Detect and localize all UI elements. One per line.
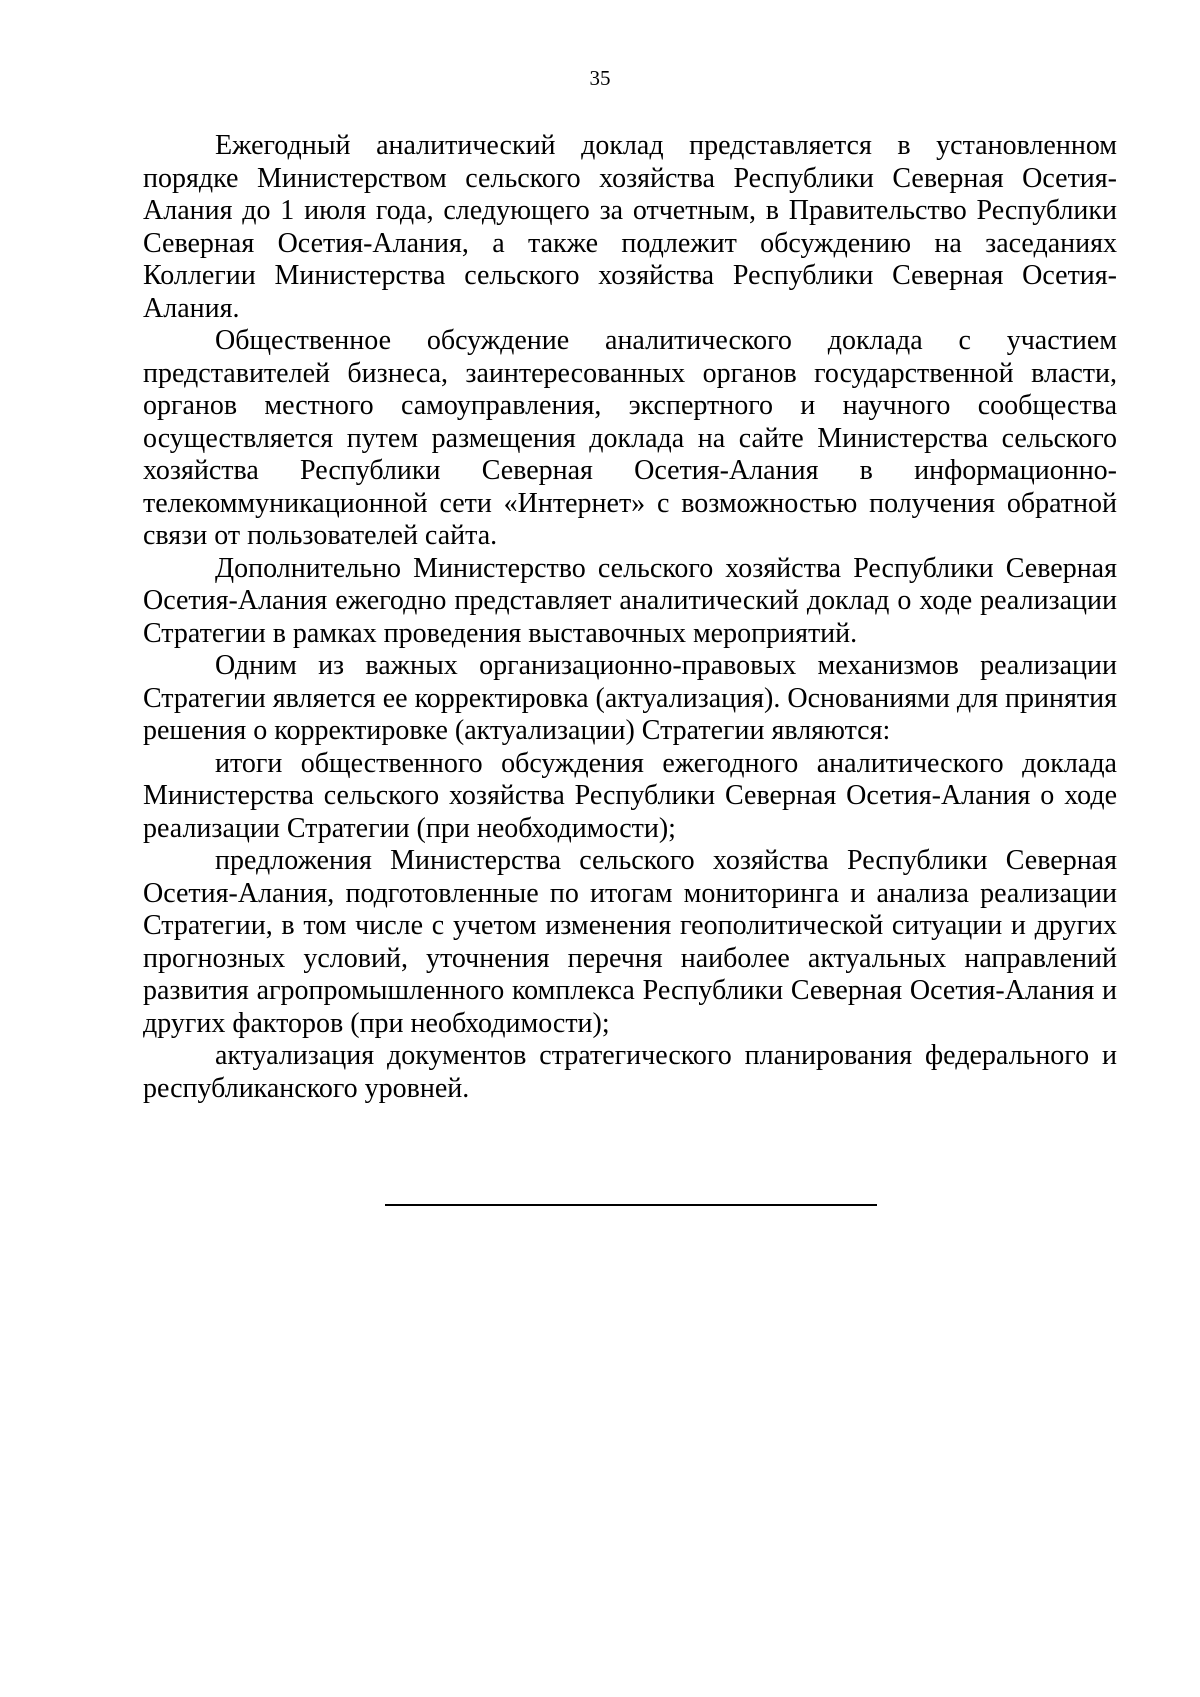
list-item-ministry-proposals: предложения Министерства сельского хозяйства Республики Северная Осетия-Алания, подготовленные по итогам мониторинга и анализа реализации Стратегии, в том числе с учетом изменения геополитической ситуации и других прогнозных условий, уточнения перечня наиболее актуальных направлений развития агропромышленного комплекса Республики Северная Осетия-Алания и других факторов (при необходимости); [143, 845, 1117, 1039]
document-body [143, 130, 1117, 1105]
paragraph-exhibitions: Дополнительно Министерство сельского хозяйства Республики Северная Осетия-Алания ежегодно представляет аналитический доклад о ходе реализации Стратегии в рамках проведения выставочных мероприятий. [143, 552, 1117, 649]
paragraph-annual-report: Ежегодный аналитический доклад представляется в установленном порядке Министерством сельского хозяйства Республики Северная Осетия-Алания до 1 июля года, следующего за отчетным, в Правительство Республики Северная Осетия-Алания, а также подлежит обсуждению на заседаниях Коллегии Министерства сельского хозяйства Республики Северная Осетия-Алания. [143, 130, 1117, 324]
paragraph-strategy-correction: Одним из важных организационно-правовых механизмов реализации Стратегии является ее корректировка (актуализация). Основаниями для принятия решения о корректировке (актуализации) Стратегии являются: [143, 650, 1117, 746]
list-item-document-update: актуализация документов стратегического планирования федерального и республиканского уровней. [143, 1040, 1117, 1104]
paragraph-public-discussion: Общественное обсуждение аналитического доклада с участием представителей бизнеса, заинтересованных органов государственной власти, органов местного самоуправления, экспертного и научного сообщества осуществляется путем размещения доклада на сайте Министерства сельского хозяйства Республики Северная Осетия-Алания в информационно-телекоммуникационной сети «Интернет» с возможностью получения обратной связи от пользователей сайта. [143, 325, 1117, 551]
list-item-discussion-results: итоги общественного обсуждения ежегодного аналитического доклада Министерства сельского хозяйства Республики Северная Осетия-Алания о ходе реализации Стратегии (при необходимости); [143, 747, 1117, 844]
end-separator-line [385, 1204, 877, 1206]
page-number: 35 [589, 66, 611, 90]
